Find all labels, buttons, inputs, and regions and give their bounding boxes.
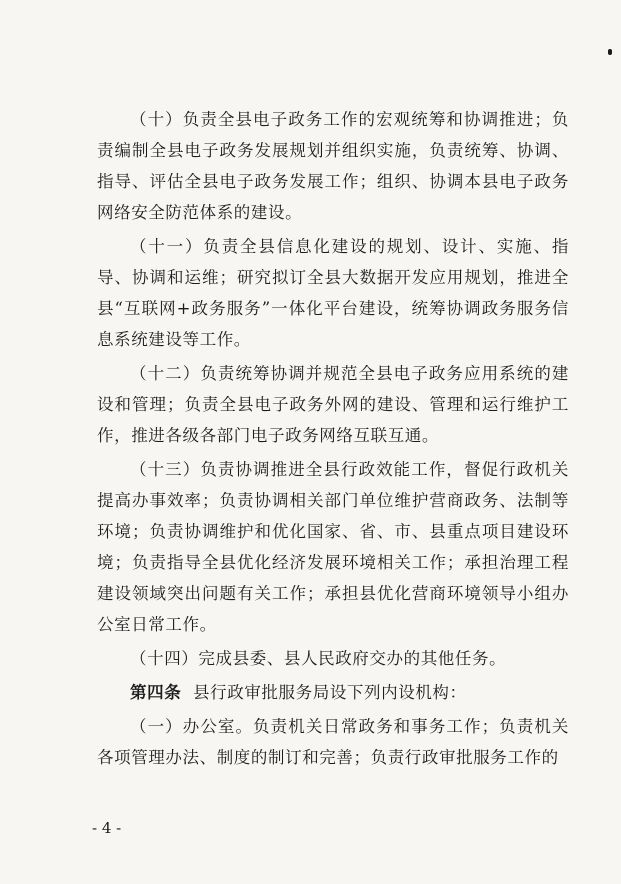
article-heading: 第四条 (130, 683, 182, 702)
paragraph-14: （十四）完成县委、县人民政府交办的其他任务。 (130, 649, 507, 668)
paragraph-13: （十三）负责协调推进全县行政效能工作，督促行政机关提高办事效率；负责协调相关部门单位维护营商政务、法制等环境；负责协调维护和优化国家、省、市、县重点项目建设环境；负责指导全县优化经济发展环境相关工作；承担治理工程建设领域突出问题有关工作；承担县优化营商环境领导小组办公室日常工作。 (97, 460, 569, 634)
paragraph-office: （一）办公室。负责机关日常政务和事务工作；负责机关各项管理办法、制度的制订和完善；负责行政审批服务工作的 (97, 717, 569, 767)
article-text: 县行政审批服务局设下列内设机构： (193, 683, 467, 702)
article-4 (97, 677, 569, 708)
scan-mark (608, 49, 612, 55)
paragraph-10: （十）负责全县电子政务工作的宏观统筹和协调推进；负责编制全县电子政务发展规划并组织实施，负责统筹、协调、指导、评估全县电子政务发展工作；组织、协调本县电子政务网络安全防范体系的建设。 (97, 110, 569, 222)
paragraph-11: （十一）负责全县信息化建设的规划、设计、实施、指导、协调和运维；研究拟订全县大数据开发应用规划，推进全县“互联网+政务服务”一体化平台建设，统筹协调政务服务信息系统建设等工作。 (97, 237, 569, 349)
paragraph-12: （十二）负责统筹协调并规范全县电子政务应用系统的建设和管理；负责全县电子政务外网的建设、管理和运行维护工作，推进各级各部门电子政务网络互联互通。 (97, 364, 569, 445)
page-number: - 4 - (92, 819, 122, 837)
body-text (97, 104, 569, 776)
